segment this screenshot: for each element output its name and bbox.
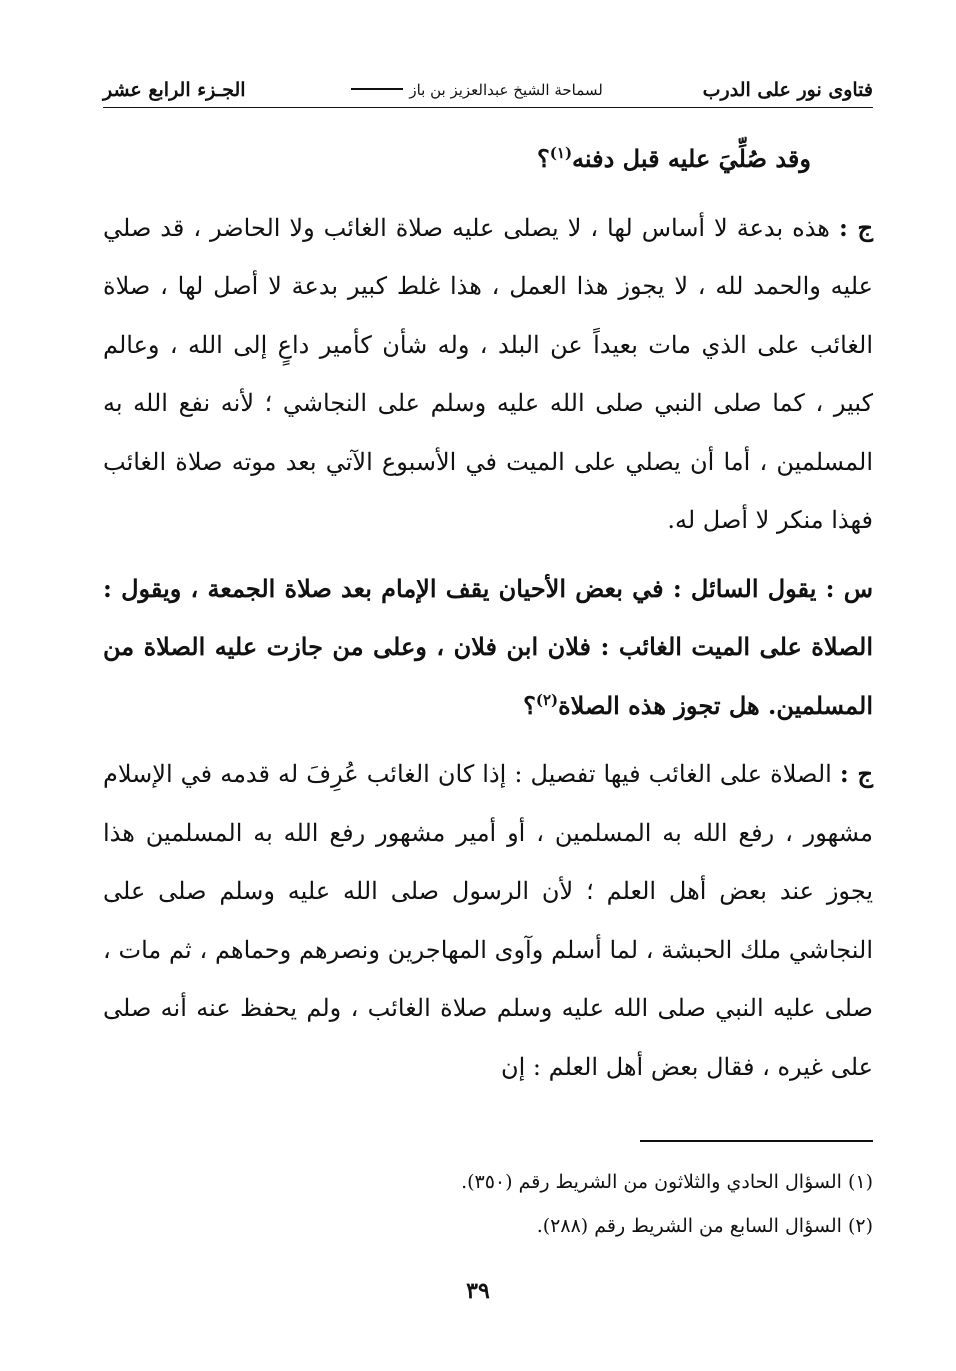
header-dash xyxy=(351,88,403,90)
answer-1-text: هذه بدعة لا أساس لها ، لا يصلى عليه صلاة الغائب ولا الحاضر ، قد صلي عليه والحمد لله ، لا يجوز هذا العمل ، هذا غلط كبير بدعة لا أصل لها ، صلاة الغائب على الذي مات بعيداً عن البلد ، وله شأن كأمير داعٍ إلى الله ، وعالم كبير ، كما صلى النبي صلى الله عليه وسلم على النجاشي ؛ لأنه نفع الله به المسلمين ، أما أن يصلي على الميت في الأسبوع الآتي بعد موته صلاة الغائب فهذا منكر لا أصل له. xyxy=(103,213,874,534)
footnote-1: (١) السؤال الحادي والثلاثون من الشريط رقم (٣٥٠). xyxy=(461,1171,873,1193)
question-1-text: وقد صُلِّيَ عليه قبل دفنه xyxy=(572,144,811,173)
question-2-label: س : xyxy=(825,573,873,603)
header-rule xyxy=(103,107,873,108)
question-1-tail xyxy=(103,130,873,189)
question-mark: ؟ xyxy=(523,690,536,720)
spacer xyxy=(103,189,873,199)
page-number: ٣٩ xyxy=(466,1278,490,1304)
footnote-2: (٢) السؤال السابع من الشريط رقم (٢٨٨). xyxy=(536,1215,873,1237)
answer-1-label: ج : xyxy=(838,212,873,242)
answer-2-label: ج : xyxy=(839,759,873,788)
spacer xyxy=(103,550,873,560)
answer-2 xyxy=(103,745,873,1096)
answer-1 xyxy=(103,199,873,550)
body-text xyxy=(103,130,873,1096)
author-name: لسماحة الشيخ عبدالعزيز بن باز xyxy=(409,81,603,99)
spacer xyxy=(103,735,873,745)
author-line xyxy=(345,81,603,99)
question-mark: ؟ xyxy=(537,144,550,173)
footnote-ref-1: (١) xyxy=(549,144,573,162)
footnote-rule xyxy=(640,1140,873,1142)
answer-2-text: الصلاة على الغائب فيها تفصيل : إذا كان الغائب عُرِفَ له قدمه في الإسلام مشهور ، رفع الله به المسلمين ، أو أمير مشهور رفع الله به المسلمين هذا يجوز عند بعض أهل العلم ؛ لأن الرسول صلى الله عليه وسلم صلى على النجاشي ملك الحبشة ، لما أسلم وآوى المهاجرين ونصرهم وحماهم ، ثم مات ، صلى عليه النبي صلى الله عليه وسلم صلاة الغائب ، ولم يحفظ عنه أنه صلى على غيره ، فقال بعض أهل العلم : إن xyxy=(103,760,873,1081)
footnote-ref-2: (٢) xyxy=(535,690,559,709)
volume-label: الجـزء الرابع عشر xyxy=(103,79,246,101)
question-2 xyxy=(103,560,873,736)
question-2-text: يقول السائل : في بعض الأحيان يقف الإمام بعد صلاة الجمعة ، ويقول : الصلاة على الميت الغائب : فلان ابن فلان ، وعلى من جازت عليه الصلاة من المسلمين. هل تجوز هذه الصلاة xyxy=(103,573,873,720)
footnotes xyxy=(103,1160,873,1248)
running-header xyxy=(103,74,873,106)
book-title: فتاوى نور على الدرب xyxy=(702,79,873,101)
